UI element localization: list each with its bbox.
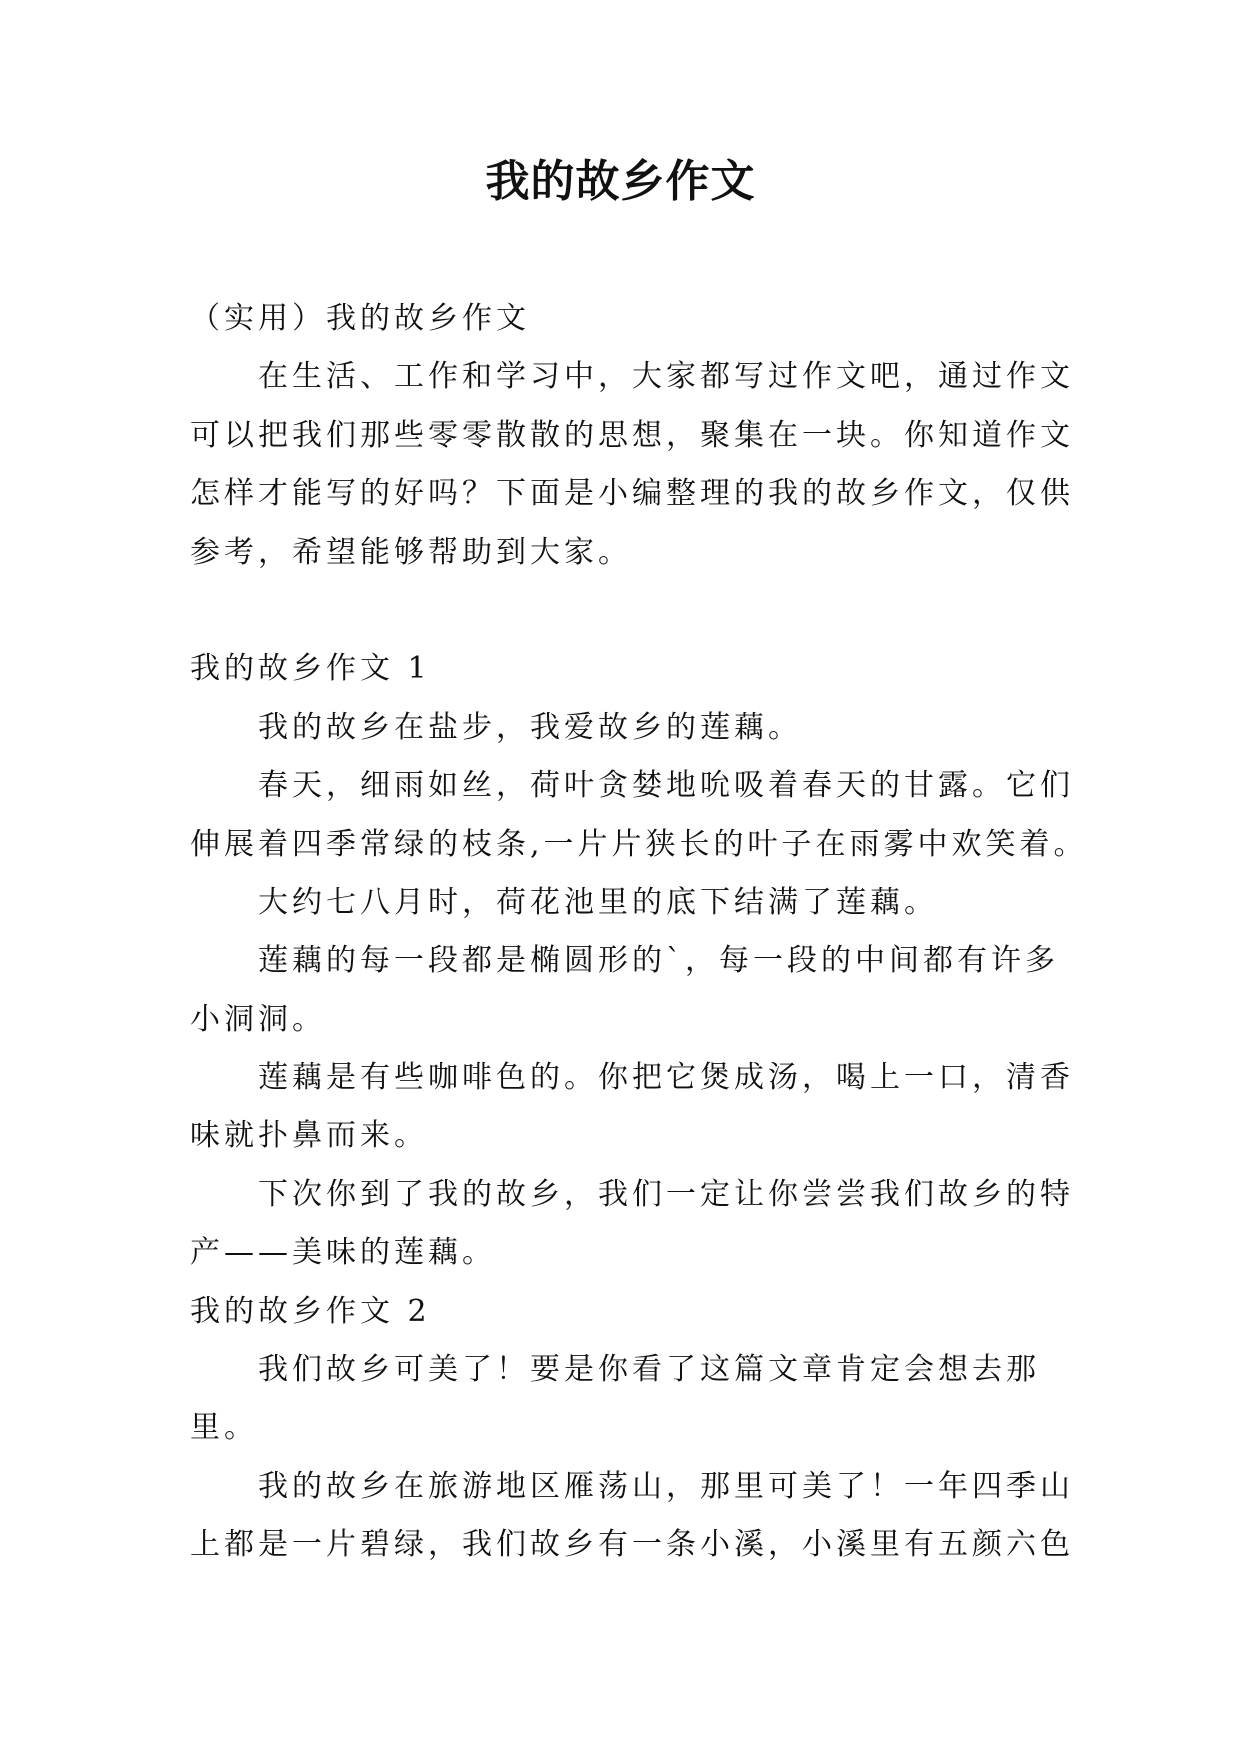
paragraph-line: 怎样才能写的好吗？下面是小编整理的我的故乡作文，仅供 [190,476,1074,512]
section-heading-2: 我的故乡作文 2 [190,1293,431,1329]
paragraph-line: 莲藕是有些咖啡色的。你把它煲成汤，喝上一口，清香 [258,1060,1074,1096]
paragraph-line: 下次你到了我的故乡，我们一定让你尝尝我们故乡的特 [258,1176,1074,1212]
blank-line [190,582,1056,640]
paragraph-line: 在生活、工作和学习中，大家都写过作文吧，通过作文 [258,359,1074,395]
paragraph-line: 我的故乡在旅游地区雁荡山，那里可美了！一年四季山 [258,1468,1074,1504]
paragraph-line: 我们故乡可美了！要是你看了这篇文章肯定会想去那 [258,1352,1040,1388]
paragraph-line: 小洞洞。 [190,1001,326,1037]
paragraph-line: 上都是一片碧绿，我们故乡有一条小溪，小溪里有五颜六色 [190,1527,1074,1563]
paragraph-line: 味就扑鼻而来。 [190,1118,428,1154]
paragraph-line: 春天，细雨如丝，荷叶贪婪地吮吸着春天的甘露。它们 [258,768,1074,804]
paragraph-line: 莲藕的每一段都是椭圆形的`，每一段的中间都有许多 [258,943,1059,979]
paragraph-line: 大约七八月时，荷花池里的底下结满了莲藕。 [258,884,938,920]
subtitle-line: （实用）我的故乡作文 [190,301,530,336]
paragraph-line: 里。 [190,1410,258,1446]
paragraph-line: 参考，希望能够帮助到大家。 [190,534,632,570]
document-body [190,290,1088,1575]
document-title: 我的故乡作文 [485,156,756,207]
paragraph-line: 可以把我们那些零零散散的思想，聚集在一块。你知道作文 [190,417,1074,453]
paragraph-line: 我的故乡在盐步，我爱故乡的莲藕。 [258,709,802,745]
paragraph-line: 伸展着四季常绿的枝条,一片片狭长的叶子在雨雾中欢笑着。 [190,826,1088,862]
section-heading-1: 我的故乡作文 1 [190,651,431,687]
paragraph-line: 产——美味的莲藕。 [190,1235,496,1271]
